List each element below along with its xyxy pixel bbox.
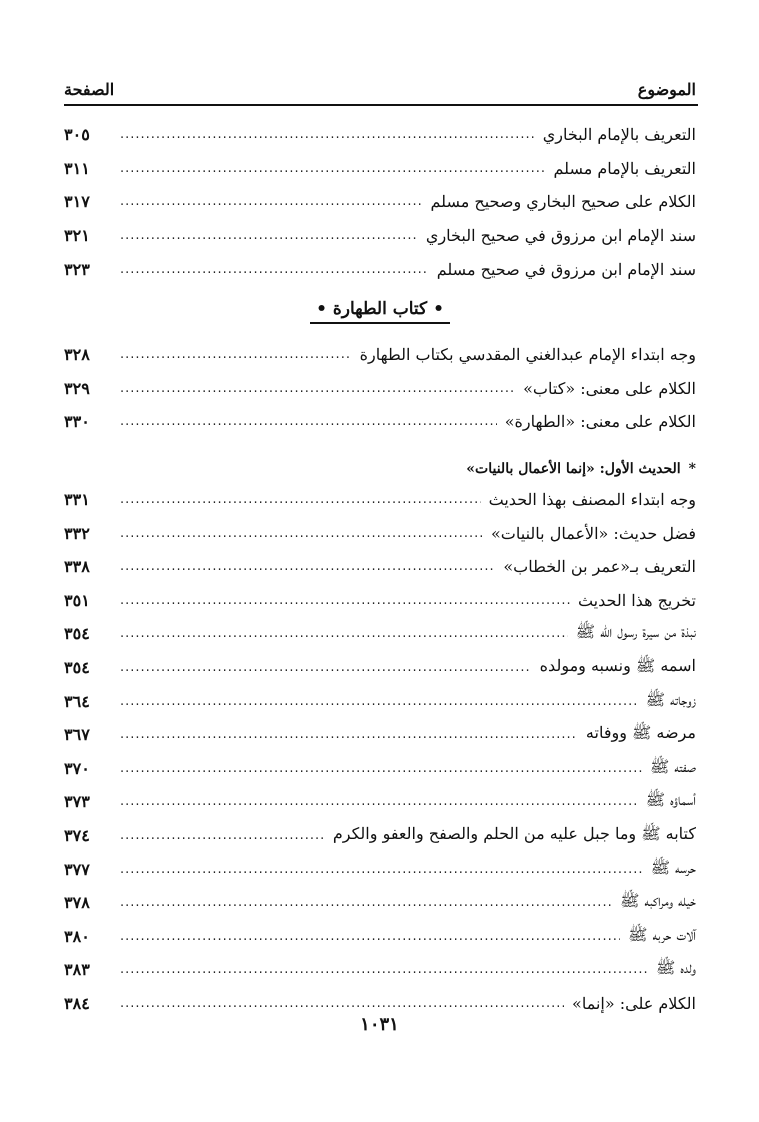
dot-leader	[120, 694, 638, 709]
star-marker: *	[688, 460, 696, 477]
dot-leader	[120, 727, 578, 742]
dot-leader	[120, 929, 620, 944]
entry-page: ٣٣٢	[64, 523, 90, 543]
toc-entry	[64, 852, 696, 886]
toc-entry	[64, 252, 696, 286]
entry-page: ٣٢٣	[64, 259, 90, 279]
entry-title: الكلام على صحيح البخاري وصحيح مسلم	[430, 192, 696, 212]
entry-title: كتابه ﷺ وما جبل عليه من الحلم والصفح والعفو والكرم	[332, 823, 696, 843]
dot-leader	[120, 228, 418, 243]
entry-page: ٣١٧	[64, 192, 90, 212]
toc-entry	[64, 338, 696, 372]
entry-title: تخريج هذا الحديث	[577, 590, 696, 610]
entry-title: ولده ﷺ	[656, 958, 696, 978]
toc-entry	[64, 516, 696, 550]
entry-title: اسمه ﷺ ونسبه ومولده	[539, 656, 696, 676]
entry-page: ٣٢١	[64, 226, 90, 246]
entry-page: ٣٣٠	[64, 412, 90, 432]
toc-entry	[64, 219, 696, 253]
dot-leader	[120, 492, 481, 507]
dot-leader	[120, 626, 568, 641]
entry-page: ٣٧٧	[64, 859, 90, 879]
entry-title: التعريف بالإمام البخاري	[542, 125, 696, 145]
toc-entry	[64, 185, 696, 219]
dot-leader	[120, 414, 497, 429]
table-of-contents	[64, 118, 696, 1020]
page-column-label: الصفحة	[64, 79, 115, 99]
dot-leader	[120, 996, 564, 1011]
entry-page: ٣٧٤	[64, 825, 90, 845]
entry-title: مرضه ﷺ ووفاته	[585, 723, 696, 743]
entry-title: حرسه ﷺ	[650, 857, 696, 877]
toc-entry	[64, 550, 696, 584]
entry-page: ٣٧٣	[64, 792, 90, 812]
entry-page: ٣٨٤	[64, 993, 90, 1013]
dot-leader	[120, 127, 535, 142]
page-number: ١٠٣١	[360, 1014, 399, 1035]
entry-title: التعريف بالإمام مسلم	[553, 158, 696, 178]
entry-title: فضل حديث: «الأعمال بالنيات»	[491, 523, 696, 543]
entry-title: آلات حربه ﷺ	[628, 924, 696, 944]
entry-title: وجه ابتداء الإمام عبدالغني المقدسي بكتاب الطهارة	[359, 345, 696, 365]
dot-leader	[120, 559, 495, 574]
toc-entry	[64, 405, 696, 439]
dot-leader	[120, 593, 570, 608]
dot-leader	[120, 660, 532, 675]
entry-page: ٣٨٠	[64, 926, 90, 946]
dot-leader	[120, 794, 638, 809]
entry-page: ٣٢٩	[64, 378, 90, 398]
entry-title: سند الإمام ابن مرزوق في صحيح البخاري	[425, 226, 696, 246]
toc-group-1	[64, 118, 696, 286]
toc-entry	[64, 785, 696, 819]
toc-entry	[64, 684, 696, 718]
toc-entry	[64, 752, 696, 786]
dot-leader	[120, 895, 612, 910]
dot-leader	[120, 761, 642, 776]
entry-page: ٣٢٨	[64, 345, 90, 365]
toc-entry	[64, 617, 696, 651]
dot-leader	[120, 262, 429, 277]
toc-entry	[64, 118, 696, 152]
toc-entry	[64, 718, 696, 752]
entry-title: وجه ابتداء المصنف بهذا الحديث	[488, 490, 696, 510]
entry-title: التعريف بـ«عمر بن الخطاب»	[503, 557, 696, 577]
entry-title: سند الإمام ابن مرزوق في صحيح مسلم	[436, 259, 696, 279]
entry-page: ٣١١	[64, 158, 90, 178]
entry-page: ٣٦٤	[64, 691, 90, 711]
toc-entry	[64, 919, 696, 953]
entry-page: ٣٧٨	[64, 893, 90, 913]
toc-header	[64, 76, 696, 102]
entry-title: خيله ومراكبه ﷺ	[620, 891, 696, 911]
toc-entry	[64, 372, 696, 406]
entry-title: صفته ﷺ	[649, 756, 696, 776]
entry-title: الكلام على معنى: «كتاب»	[523, 378, 696, 398]
entry-page: ٣٧٠	[64, 758, 90, 778]
toc-entry	[64, 483, 696, 517]
entry-title: الكلام على: «إنما»	[572, 993, 696, 1013]
toc-group-2	[64, 338, 696, 439]
entry-page: ٣٥١	[64, 590, 90, 610]
dot-leader	[120, 347, 352, 362]
dot-leader	[120, 862, 643, 877]
dot-leader	[120, 962, 648, 977]
entry-title: أسماؤه ﷺ	[645, 790, 696, 810]
toc-entry	[64, 584, 696, 618]
entry-title: نبذة من سيرة رسول الله ﷺ	[575, 622, 696, 642]
topic-column-label: الموضوع	[637, 79, 696, 99]
section-heading-text: • كتاب الطهارة •	[310, 299, 450, 324]
dot-leader	[120, 828, 325, 843]
dot-leader	[120, 161, 546, 176]
toc-entry	[64, 152, 696, 186]
entry-page: ٣٨٣	[64, 960, 90, 980]
dot-leader	[120, 526, 483, 541]
subheading-text: الحديث الأول: «إنما الأعمال بالنيات»	[466, 460, 681, 477]
dot-leader	[120, 381, 515, 396]
entry-page: ٣٣٨	[64, 557, 90, 577]
toc-entry	[64, 886, 696, 920]
entry-page: ٣٣١	[64, 490, 90, 510]
entry-title: الكلام على معنى: «الطهارة»	[504, 412, 696, 432]
toc-entry	[64, 953, 696, 987]
entry-page: ٣٥٤	[64, 658, 90, 678]
entry-title: زوجاته ﷺ	[645, 689, 696, 709]
toc-entry	[64, 819, 696, 853]
subheading	[64, 439, 696, 483]
entry-page: ٣٦٧	[64, 725, 90, 745]
dot-leader	[120, 194, 423, 209]
entry-page: ٣٠٥	[64, 125, 90, 145]
toc-entry	[64, 651, 696, 685]
toc-group-3	[64, 483, 696, 1021]
header-rule	[64, 104, 698, 106]
section-heading	[64, 286, 696, 338]
entry-page: ٣٥٤	[64, 624, 90, 644]
